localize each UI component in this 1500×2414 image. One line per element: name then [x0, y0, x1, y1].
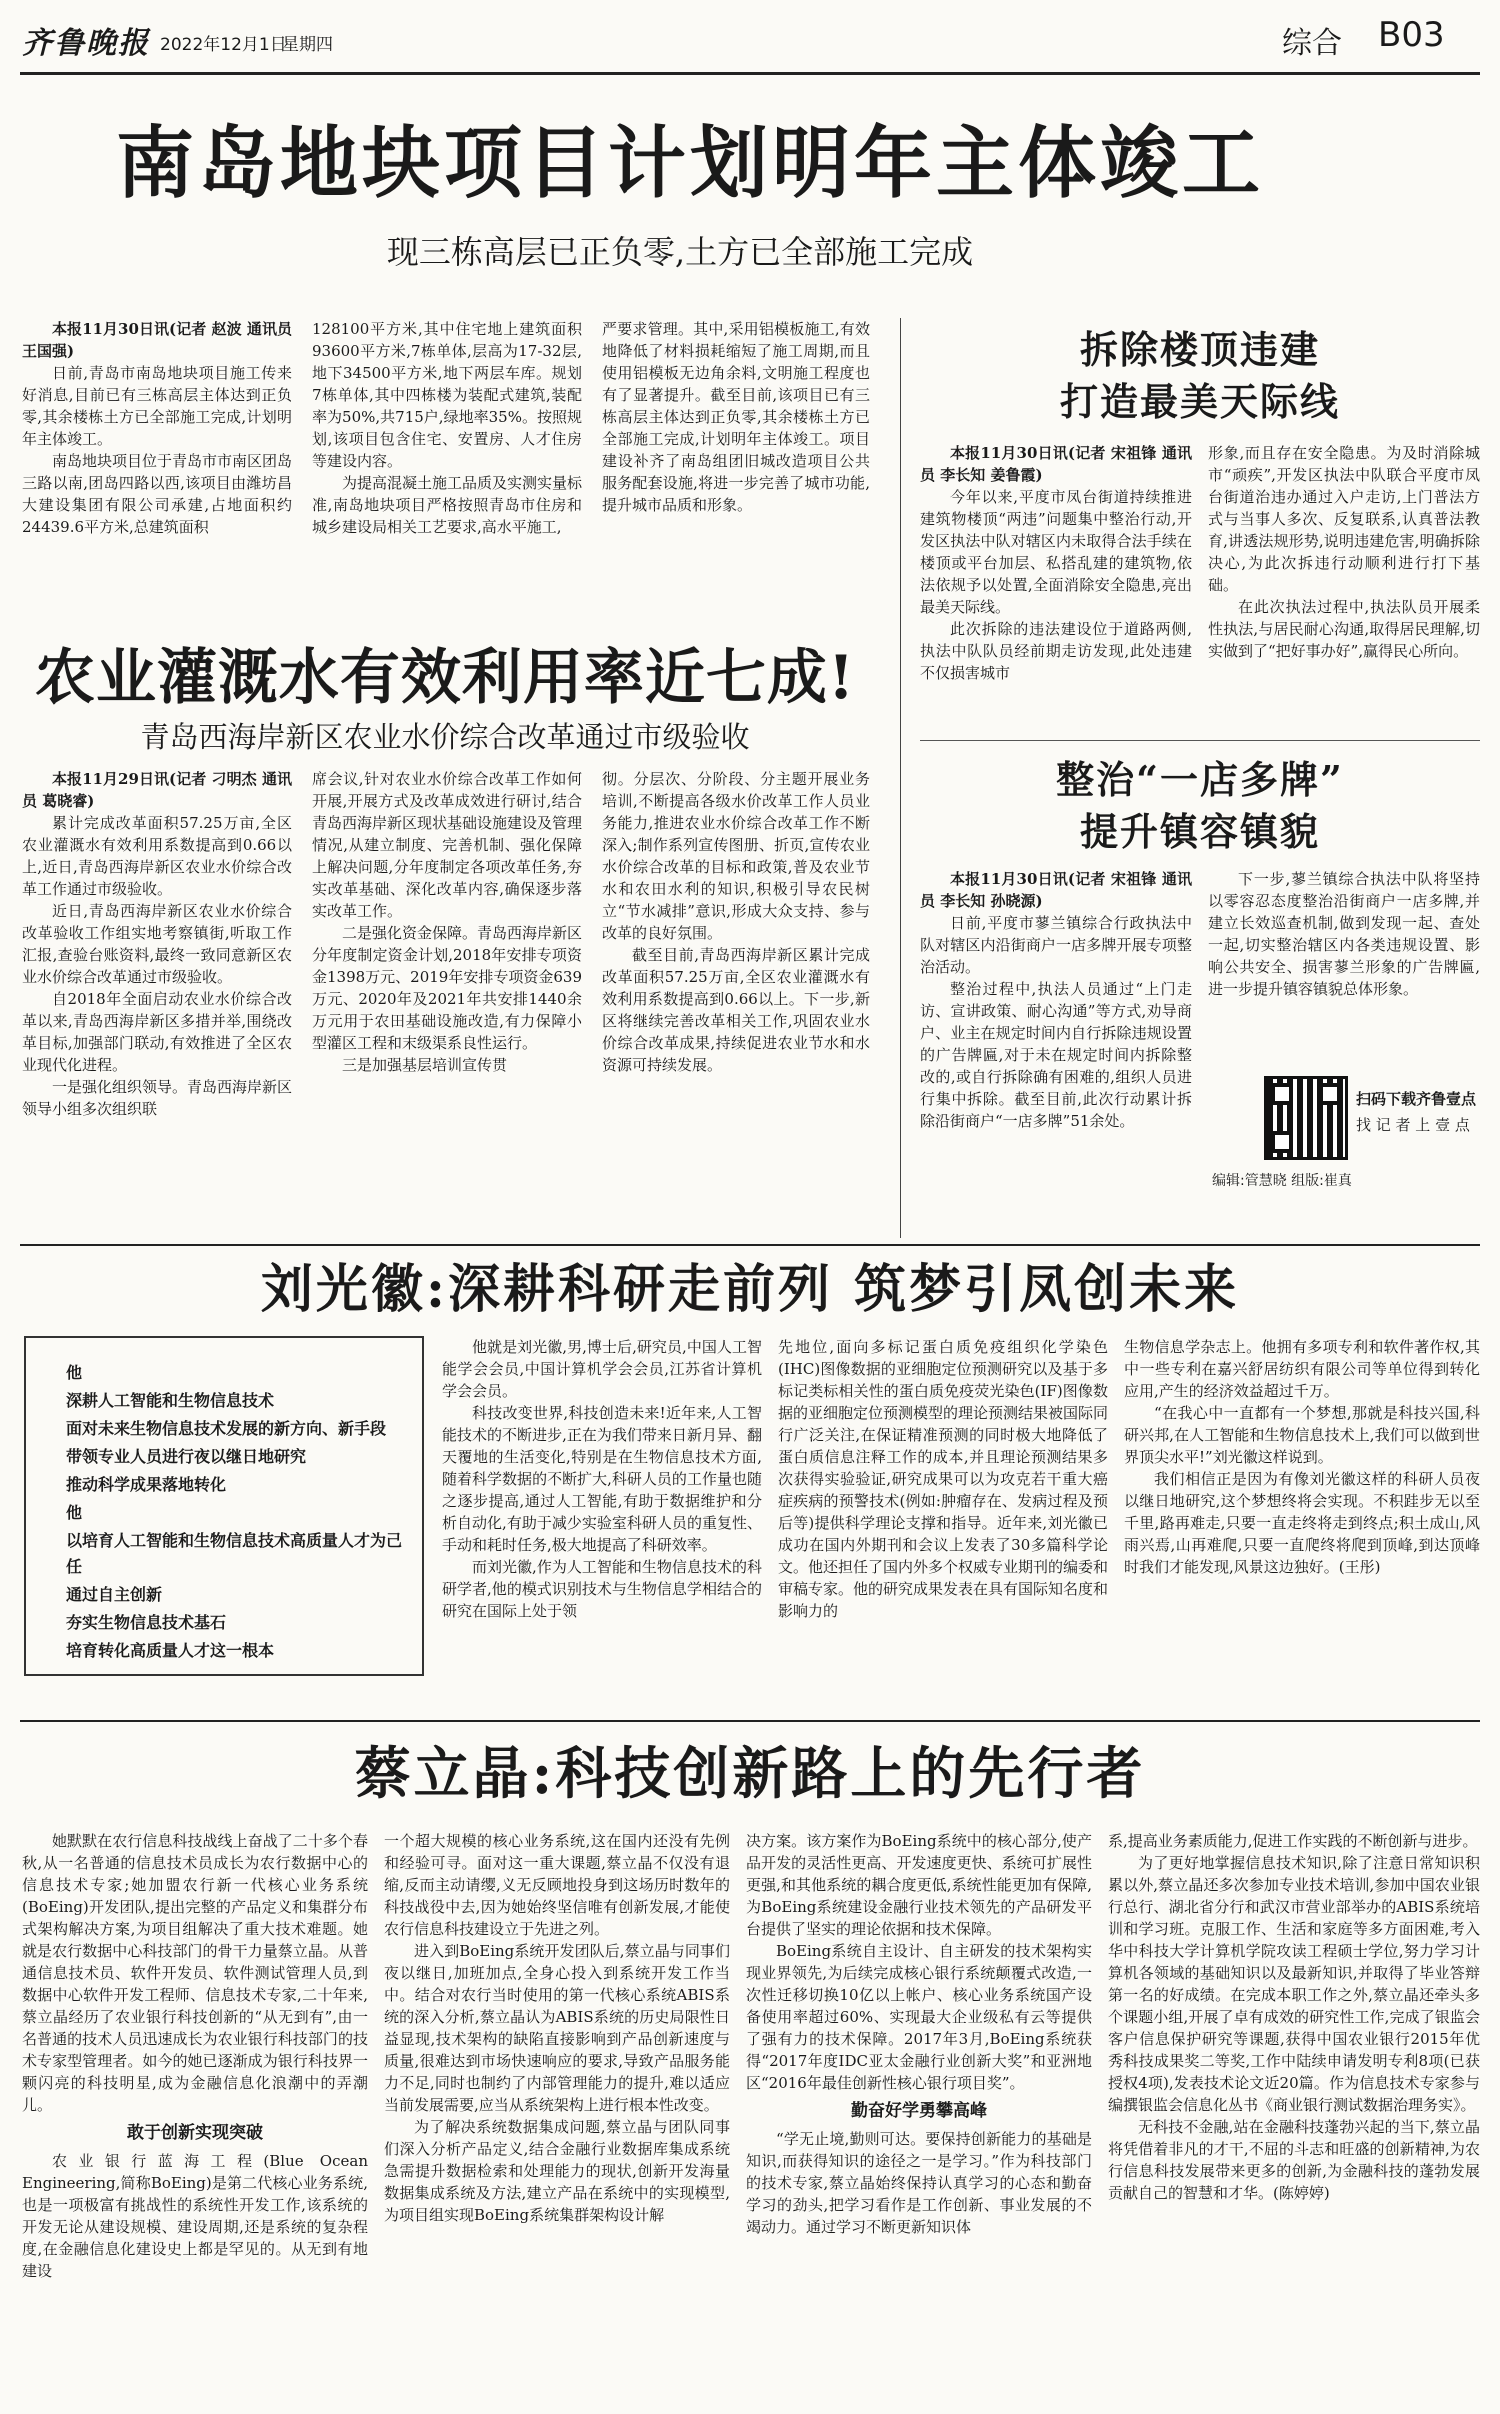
article2-paragraph: 彻。分层次、分阶段、分主题开展业务培训,不断提高各级水价改革工作人员业务能力,推进农业水价综合改革工作不断深入;制作系列宣传图册、折页,宣传农业水价综合改革的目标和政策,普及农业节水和农田水利的知识,积极引导农民树立“节水减排”意识,形成大众支持、参与改革的良好氛围。 [602, 770, 870, 942]
article5-quote-line: 培育转化高质量人才这一根本 [66, 1641, 275, 1660]
qr-caption-line2: 找 记 者 上 壹 点 [1356, 1116, 1470, 1134]
article5-quote-box [24, 1336, 424, 1676]
article5-paragraph: 我们相信正是因为有像刘光徽这样的科研人员夜以继日地研究,这个梦想终将会实现。不积跬步无以至千里,路再难走,只要一直走终将走到终点;积土成山,风雨兴焉,山再难爬,只要一直爬终将爬到顶峰,到达顶峰时我们才能发现,风景这边独好。(王彤) [1124, 1470, 1480, 1576]
issue-date: 2022年12月1日 [160, 35, 287, 55]
article4-paragraph: 下一步,蓼兰镇综合执法中队将坚持以零容忍态度整治沿街商户一店多牌,并建立长效巡查机制,做到发现一起、查处一起,切实整治辖区内各类违规设置、影响公共安全、损害蓼兰形象的广告牌匾,进一步提升镇容镇貌总体形象。 [1208, 870, 1480, 998]
article6-paragraph: 决方案。该方案作为BoEing系统中的核心部分,使产品开发的灵活性更高、开发速度更快、系统可扩展性更强,和其他系统的耦合度更低,系统性能更加有保障,为BoEing系统建设金融行业技术领先的产品研发平台提供了坚实的理论依据和技术保障。 [746, 1832, 1092, 1938]
article4-column-1 [920, 868, 1192, 1198]
article5-quote-line: 推动科学成果落地转化 [66, 1475, 227, 1494]
article5-column-2 [442, 1336, 762, 1712]
article6-paragraph: 为了更好地掌握信息技术知识,除了注意日常知识积累以外,蔡立晶还多次参加专业技术培训,参加中国农业银行总行、湖北省分行和武汉市营业部举办的ABIS系统培训和学习班。克服工作、生活和家庭等多方面困难,考入华中科技大学计算机学院攻读工程硕士学位,努力学习计算机各领域的基础知识以及最新知识,并取得了毕业答辩第一名的好成绩。在完成本职工作之外,蔡立晶还牵头多个课题小组,开展了卓有成效的研究性工作,完成了银监会客户信息保护研究等课题,获得中国农业银行2015年优秀科技成果奖二等奖,工作中陆续申请发明专利8项(已获授权4项),发表技术论文近20篇。作为信息技术专家参与编撰银监会信息化丛书《商业银行测试数据治理务实》。 [1108, 1854, 1480, 2114]
article5-column-3 [778, 1336, 1108, 1712]
article5-quote-line: 深耕人工智能和生物信息技术 [66, 1391, 275, 1410]
article1-byline: 本报11月30日讯(记者 赵波 通讯员 王国强) [22, 320, 292, 360]
article6-column-1 [22, 1830, 368, 2410]
article5-paragraph: 生物信息学杂志上。他拥有多项专利和软件著作权,其中一些专利在嘉兴舒居纺织有限公司等单位得到转化应用,产生的经济效益超过千万。 [1124, 1338, 1480, 1400]
article4-headline-line2: 提升镇容镇貌 [1079, 809, 1320, 854]
article3-paragraph: 今年以来,平度市凤台街道持续推进建筑物楼顶“两违”问题集中整治行动,开发区执法中队对辖区内未取得合法手续在楼顶或平台加层、私搭乱建的建筑物,依法依规予以处置,全面消除安全隐患,亮出最美天际线。 [920, 488, 1192, 616]
article5-paragraph: 而刘光徽,作为人工智能和生物信息技术的科研学者,他的模式识别技术与生物信息学相结合的研究在国际上处于领 [442, 1558, 762, 1620]
article1-paragraph: 日前,青岛市南岛地块项目施工传来好消息,目前已有三栋高层主体达到正负零,其余楼栋土方已全部施工完成,计划明年主体竣工。 [22, 364, 292, 448]
qr-finder [1271, 1083, 1293, 1105]
page-number: B03 [1378, 15, 1445, 55]
section-rule [20, 1720, 1480, 1722]
article6-column-2 [384, 1830, 730, 2410]
article3-headline-line1: 拆除楼顶违建 [1079, 327, 1320, 372]
article6-section-heading: 敢于创新实现突破 [127, 2123, 263, 2143]
article4-paragraph: 日前,平度市蓼兰镇综合行政执法中队对辖区内沿街商户一店多牌开展专项整治活动。 [920, 914, 1192, 976]
article5-quote-line: 他 [66, 1503, 83, 1522]
article5-paragraph: 他就是刘光徽,男,博士后,研究员,中国人工智能学会会员,中国计算机学会会员,江苏省计算机学会会员。 [442, 1338, 762, 1400]
article5-quote-line: 带领专业人员进行夜以继日地研究 [66, 1447, 307, 1466]
article1-paragraph: 为提高混凝土施工品质及实测实量标准,南岛地块项目严格按照青岛市住房和城乡建设局相关工艺要求,高水平施工, [312, 474, 582, 536]
article5-headline: 刘光徽:深耕科研走前列 筑梦引凤创未来 [260, 1259, 1240, 1320]
article6-headline: 蔡立晶:科技创新路上的先行者 [354, 1741, 1146, 1807]
article3-column-2 [1208, 442, 1480, 728]
article3-paragraph: 此次拆除的违法建设位于道路两侧,执法中队队员经前期走访发现,此处违建不仅损害城市 [920, 620, 1192, 682]
paper-name-logo: 齐鲁晚报 [22, 26, 150, 61]
article2-paragraph: 累计完成改革面积57.25万亩,全区农业灌溉水有效利用系数提高到0.66以上,近日,青岛西海岸新区农业水价综合改革工作通过市级验收。 [22, 814, 292, 898]
article4-column-2 [1208, 868, 1480, 1068]
article3-paragraph: 形象,而且存在安全隐患。为及时消除城市“顽疾”,开发区执法中队联合平度市凤台街道治违办通过入户走访,上门普法方式与当事人多次、反复联系,认真普法教育,讲透法规形势,说明违建危害,明确拆除决心,为此次拆违行动顺利进行打下基础。 [1208, 444, 1480, 594]
article5-quote-line: 他 [66, 1363, 83, 1382]
issue-weekday: 星期四 [282, 35, 333, 55]
article5-paragraph: “在我心中一直都有一个梦想,那就是科技兴国,科研兴邦,在人工智能和生物信息技术上,我们可以做到世界顶尖水平!”刘光徽这样说到。 [1124, 1404, 1480, 1466]
article6-paragraph: 农业银行蓝海工程(Blue Ocean Engineering,简称BoEing)是第二代核心业务系统,也是一项极富有挑战性的系统性开发工作,该系统的开发无论从建设规模、建设周期,还是系统的复杂程度,在金融信息化建设史上都是罕见的。从无到有地建设 [22, 2152, 368, 2280]
article6-paragraph: 一个超大规模的核心业务系统,这在国内还没有先例和经验可寻。面对这一重大课题,蔡立晶不仅没有退缩,反而主动请缨,义无反顾地投身到这场历时数年的科技战役中去,因为她始终坚信唯有创新发展,才能使农行信息科技建设立于先进之列。 [384, 1832, 730, 1938]
article5-quote-line: 夯实生物信息技术基石 [66, 1613, 227, 1632]
article2-subtitle: 青岛西海岸新区农业水价综合改革通过市级验收 [140, 720, 750, 754]
article2-paragraph: 席会议,针对农业水价综合改革工作如何开展,开展方式及改革成效进行研讨,结合青岛西海岸新区现状基础设施建设及管理情况,从建立制度、完善机制、强化保障上解决问题,分年度制定各项改革任务,夯实改革基础、深化改革内容,确保逐步落实改革工作。 [312, 770, 582, 920]
article6-paragraph: “学无止境,勤则可达。要保持创新能力的基础是知识,而获得知识的途径之一是学习。”作为科技部门的技术专家,蔡立晶始终保持认真学习的心态和勤奋学习的劲头,把学习看作是工作创新、事业发展的不竭动力。通过学习不断更新知识体 [746, 2130, 1092, 2236]
article5-quote-line: 面对未来生物信息技术发展的新方向、新手段 [66, 1419, 387, 1438]
qr-finder [1271, 1131, 1293, 1153]
article5-quote-line: 通过自主创新 [66, 1585, 163, 1604]
article5-quote-line: 以培育人工智能和生物信息技术高质量人才为己任 [66, 1531, 403, 1576]
column-divider [900, 318, 901, 1238]
article4-byline: 本报11月30日讯(记者 宋祖锋 通讯员 李长知 孙晓源) [920, 870, 1192, 910]
article2-headline: 农业灌溉水有效利用率近七成! [34, 643, 856, 713]
article2-paragraph: 近日,青岛西海岸新区农业水价综合改革验收工作组实地考察镇街,听取工作汇报,查验台账资料,最终一致同意新区农业水价综合改革通过市级验收。 [22, 902, 292, 986]
qr-finder [1319, 1083, 1341, 1105]
article6-section-heading: 勤奋好学勇攀高峰 [851, 2101, 987, 2121]
article6-paragraph: 她默默在农行信息科技战线上奋战了二十多个春秋,从一名普通的信息技术员成长为农行数据中心的信息技术专家;她加盟农行新一代核心业务系统(BoEing)开发团队,提出完整的产品定义和集群分布式架构解决方案,为项目组解决了重大技术难题。她就是农行数据中心科技部门的骨干力量蔡立晶。从普通信息技术员、软件开发员、软件测试管理人员,到数据中心软件开发工程师、信息技术专家,二十年来,蔡立晶经历了农业银行科技创新的“从无到有”,由一名普通的技术人员迅速成长为农业银行科技部门的技术专家型管理者。如今的她已逐渐成为银行科技界一颗闪亮的科技明星,成为金融信息化浪潮中的弄潮儿。 [22, 1832, 368, 2114]
article1-subtitle: 现三栋高层已正负零,土方已全部施工完成 [386, 233, 974, 271]
article5-column-4 [1124, 1336, 1480, 1712]
article2-column-2 [312, 768, 582, 1240]
article5-quote-list [66, 1360, 408, 1664]
article4-paragraph: 整治过程中,执法人员通过“上门走访、宣讲政策、耐心沟通”等方式,劝导商户、业主在规定时间内自行拆除违规设置的广告牌匾,对于未在规定时间内拆除整改的,或自行拆除确有困难的,组织人员进行集中拆除。截至目前,此次行动累计拆除沿街商户“一店多牌”51余处。 [920, 980, 1192, 1130]
article2-byline: 本报11月29日讯(记者 刁明杰 通讯员 葛晓睿) [22, 770, 292, 810]
article2-paragraph: 一是强化组织领导。青岛西海岸新区领导小组多次组织联 [22, 1078, 292, 1118]
article1-headline: 南岛地块项目计划明年主体竣工 [115, 118, 1264, 209]
article3-byline: 本报11月30日讯(记者 宋祖锋 通讯员 李长知 姜鲁霞) [920, 444, 1192, 484]
article5-paragraph: 科技改变世界,科技创造未来!近年来,人工智能技术的不断进步,正在为我们带来日新月异、翻天覆地的生活变化,特别是在生物信息技术方面,随着科学数据的不断扩大,科研人员的工作量也随之逐步提高,通过人工智能,有助于数据维护和分析自动化,有助于减少实验室科研人员的重复性、手动和耗时任务,极大地提高了科研效率。 [442, 1404, 762, 1554]
article5-paragraph: 先地位,面向多标记蛋白质免疫组织化学染色(IHC)图像数据的亚细胞定位预测研究以及基于多标记类标相关性的蛋白质免疫荧光染色(IF)图像数据的亚细胞定位预测模型的理论预测结果被国际同行广泛关注,在保证精准预测的同时极大地降低了蛋白质信息注释工作的成本,并且理论预测结果多次获得实验验证,研究成果可以为攻克若干重大癌症疾病的预警技术(例如:肿瘤存在、发病过程及预后等)提供科学理论支撑和指导。近年来,刘光徽已成功在国内外期刊和会议上发表了30多篇科学论文。他还担任了国内外多个权威专业期刊的编委和审稿专家。他的研究成果发表在具有国际知名度和影响力的 [778, 1338, 1108, 1620]
masthead [0, 0, 1500, 75]
article1-paragraph: 严要求管理。其中,采用铝模板施工,有效地降低了材料损耗缩短了施工周期,而且使用铝模板无边角余料,文明施工程度也有了显著提升。截至目前,该项目已有三栋高层主体达到正负零,其余楼栋土方已全部施工完成,计划明年主体竣工。项目建设补齐了南岛组团旧城改造项目公共服务配套设施,将进一步完善了城市功能,提升城市品质和形象。 [602, 320, 870, 514]
article-separator [920, 740, 1480, 741]
article2-paragraph: 截至目前,青岛西海岸新区累计完成改革面积57.25万亩,全区农业灌溉水有效利用系数提高到0.66以上。下一步,新区将继续完善改革相关工作,巩固农业水价综合改革成果,持续促进农业节水和水资源可持续发展。 [602, 946, 870, 1074]
article3-paragraph: 在此次执法过程中,执法队员开展柔性执法,与居民耐心沟通,取得居民理解,切实做到了“把好事办好”,赢得民心所向。 [1208, 598, 1480, 660]
section-name: 综合 [1282, 26, 1342, 61]
qr-caption-line1: 扫码下载齐鲁壹点 [1356, 1090, 1477, 1108]
article6-paragraph: 系,提高业务素质能力,促进工作实践的不断创新与进步。 [1108, 1832, 1478, 1850]
article2-column-1 [22, 768, 292, 1240]
qr-code[interactable] [1264, 1076, 1348, 1160]
article6-column-4 [1108, 1830, 1480, 2410]
section-rule [20, 1244, 1480, 1246]
article6-paragraph: 进入到BoEing系统开发团队后,蔡立晶与同事们夜以继日,加班加点,全身心投入到系统开发工作当中。结合对农行当时使用的第一代核心系统ABIS系统的深入分析,蔡立晶认为ABIS系统的历史局限性日益显现,技术架构的缺陷直接影响到产品创新速度与质量,很难达到市场快速响应的要求,导致产品服务能力不足,同时也制约了内部管理能力的提升,难以适应当前发展需要,应当从系统架构上进行根本性改变。 [384, 1942, 730, 2114]
article2-paragraph: 自2018年全面启动农业水价综合改革以来,青岛西海岸新区多措并举,围绕改革目标,加强部门联动,有效推进了全区农业现代化进程。 [22, 990, 292, 1074]
article6-column-3 [746, 1830, 1092, 2410]
article2-paragraph: 二是强化资金保障。青岛西海岸新区分年度制定资金计划,2018年安排专项资金1398万元、2019年安排专项资金639万元、2020年及2021年共安排1440余万元用于农田基础设施改造,有力保障小型灌区工程和末级渠系良性运行。 [312, 924, 582, 1052]
article4-headline-line1: 整治“一店多牌” [1056, 757, 1344, 802]
article6-paragraph: 无科技不金融,站在金融科技蓬勃兴起的当下,蔡立晶将凭借着非凡的才干,不屈的斗志和旺盛的创新精神,为农行信息科技发展带来更多的创新,为金融科技的蓬勃发展贡献自己的智慧和才华。(陈婷婷) [1108, 2118, 1480, 2202]
masthead-rule [20, 72, 1480, 75]
article3-column-1 [920, 442, 1192, 728]
article2-paragraph: 三是加强基层培训宣传贯 [342, 1056, 508, 1074]
article6-paragraph: BoEing系统自主设计、自主研发的技术架构实现业界领先,为后续完成核心银行系统颠覆式改造,一次性迁移切换10亿以上帐户、核心业务系统国产设备使用率超过60%、实现最大企业级私有云等提供了强有力的技术保障。2017年3月,BoEing系统获得“2017年度IDC亚太金融行业创新大奖”和亚洲地区“2016年最佳创新性核心银行项目奖”。 [746, 1942, 1092, 2092]
article1-paragraph: 南岛地块项目位于青岛市市南区团岛三路以南,团岛四路以西,该项目由潍坊昌大建设集团有限公司承建,占地面积约24439.6平方米,总建筑面积 [22, 452, 292, 536]
article1-paragraph: 128100平方米,其中住宅地上建筑面积93600平方米,7栋单体,层高为17-32层,地下34500平方米,地下两层车库。规划7栋单体,其中四栋楼为装配式建筑,装配率为50%,共715户,绿地率35%。按照规划,该项目包含住宅、安置房、人才住房等建设内容。 [312, 320, 582, 470]
article3-headline-line2: 打造最美天际线 [1059, 379, 1340, 424]
article2-column-3 [602, 768, 870, 1240]
editor-credits: 编辑:管慧晓 组版:崔真 [1212, 1173, 1352, 1189]
article6-paragraph: 为了解决系统数据集成问题,蔡立晶与团队同事们深入分析产品定义,结合金融行业数据库集成系统急需提升数据检索和处理能力的现状,创新开发海量数据集成系统及方法,建立产品在系统中的实现模型,为项目组实现BoEing系统集群架构设计解 [384, 2118, 730, 2224]
